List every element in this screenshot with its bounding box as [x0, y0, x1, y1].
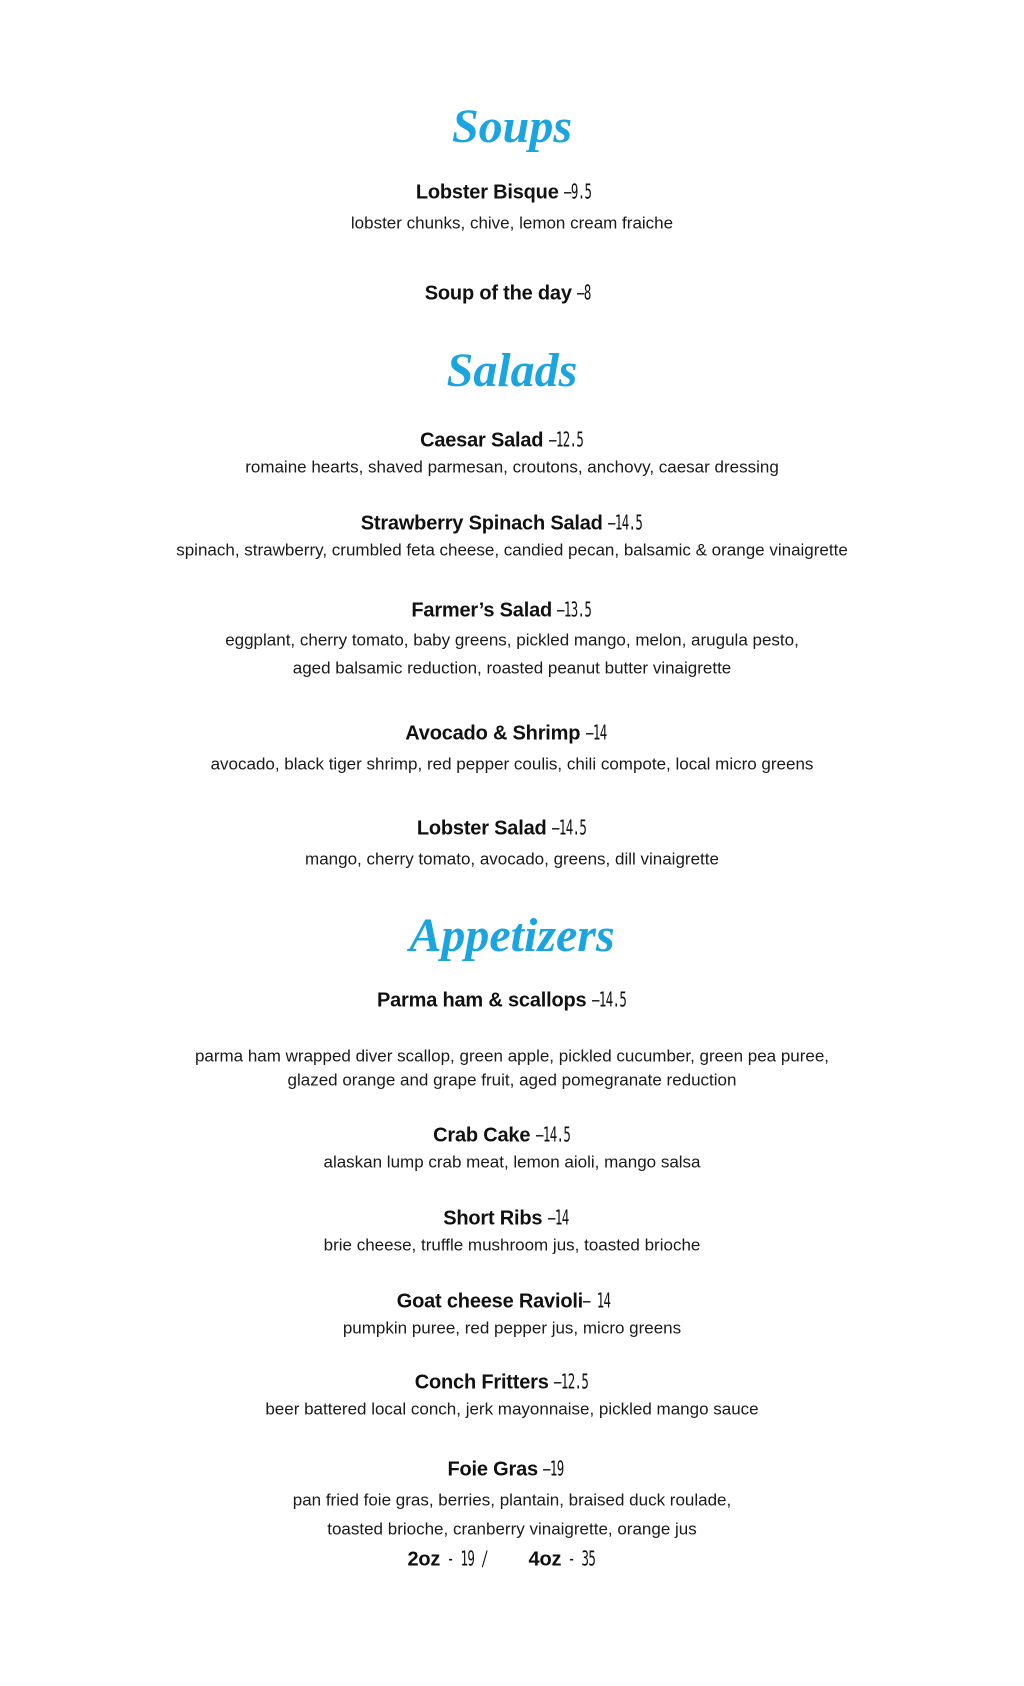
item-description: glazed orange and grape fruit, aged pomegranate reduction [287, 1070, 737, 1090]
item-name: Caesar Salad [420, 429, 544, 452]
menu-item-foie-gras [0, 1456, 1024, 1481]
item-description: alaskan lump crab meat, lemon aioli, mango salsa [323, 1152, 701, 1172]
item-description: parma ham wrapped diver scallop, green apple, pickled cucumber, green pea puree, [194, 1046, 830, 1066]
size-small-label: 2oz [407, 1548, 441, 1571]
item-name: Avocado & Shrimp [405, 722, 581, 745]
menu-item-lobster-salad [0, 815, 1024, 840]
item-price: – 14 [583, 1288, 611, 1313]
item-description: lobster chunks, chive, lemon cream fraiche [350, 213, 674, 233]
section-heading-soups: Soups [451, 100, 573, 153]
item-price: –14 [547, 1205, 569, 1230]
menu-item-parma-ham-scallops [0, 987, 1024, 1012]
item-description: pumpkin puree, red pepper jus, micro greens [342, 1318, 682, 1338]
item-name: Goat cheese Ravioli [396, 1290, 584, 1313]
item-name: Farmer’s Salad [411, 599, 553, 622]
item-price: –19 [543, 1456, 564, 1481]
menu-item-lobster-bisque [0, 179, 1024, 204]
item-price: –14 [585, 720, 607, 745]
item-name: Lobster Bisque [415, 181, 559, 204]
menu-item-goat-cheese-ravioli [0, 1288, 1024, 1313]
item-price: –13.5 [557, 597, 592, 622]
menu-item-crab-cake [0, 1122, 1024, 1147]
size-small-price: - 19 / [440, 1546, 495, 1571]
menu-item-conch-fritters [0, 1369, 1024, 1394]
item-price: –8 [577, 280, 591, 305]
menu-item-strawberry-spinach-salad [0, 510, 1024, 535]
item-description: avocado, black tiger shrimp, red pepper coulis, chili compote, local micro greens [210, 754, 814, 774]
menu-item-soup-of-the-day [0, 280, 1024, 305]
item-name: Foie Gras [447, 1458, 538, 1481]
item-name: Parma ham & scallops [376, 989, 587, 1012]
section-heading-salads: Salads [446, 344, 578, 397]
item-name: Lobster Salad [416, 817, 547, 840]
item-description: spinach, strawberry, crumbled feta cheese, candied pecan, balsamic & orange vinaigrette [176, 540, 848, 560]
item-description: aged balsamic reduction, roasted peanut butter vinaigrette [292, 658, 732, 678]
item-name: Soup of the day [424, 282, 572, 305]
item-description: mango, cherry tomato, avocado, greens, dill vinaigrette [305, 849, 719, 869]
item-price: –12.5 [554, 1369, 589, 1394]
item-description: eggplant, cherry tomato, baby greens, pickled mango, melon, arugula pesto, [225, 630, 799, 650]
menu-item-avocado-shrimp [0, 720, 1024, 745]
section-heading-appetizers: Appetizers [409, 909, 615, 962]
item-name: Short Ribs [443, 1207, 543, 1230]
item-price: –12.5 [548, 427, 583, 452]
size-large-label: 4oz [528, 1548, 562, 1571]
item-price: –14.5 [591, 987, 627, 1012]
item-price: –14.5 [535, 1122, 570, 1147]
item-name: Crab Cake [433, 1124, 531, 1147]
menu-item-farmers-salad [0, 597, 1024, 622]
foie-gras-size-pricing [0, 1546, 1024, 1571]
item-description: brie cheese, truffle mushroom jus, toasted brioche [323, 1235, 701, 1255]
item-price: –9.5 [563, 179, 592, 204]
size-large-price: - 35 [561, 1546, 596, 1571]
item-price: –14.5 [551, 815, 587, 840]
item-description: toasted brioche, cranberry vinaigrette, orange jus [327, 1519, 697, 1539]
item-description: romaine hearts, shaved parmesan, croutons, anchovy, caesar dressing [245, 457, 779, 477]
menu-item-caesar-salad [0, 427, 1024, 452]
item-price: –14.5 [608, 510, 643, 535]
item-description: beer battered local conch, jerk mayonnaise, pickled mango sauce [265, 1399, 759, 1419]
menu-item-short-ribs [0, 1205, 1024, 1230]
item-description: pan fried foie gras, berries, plantain, braised duck roulade, [292, 1490, 732, 1510]
item-name: Strawberry Spinach Salad [360, 512, 603, 535]
item-name: Conch Fritters [414, 1371, 549, 1394]
